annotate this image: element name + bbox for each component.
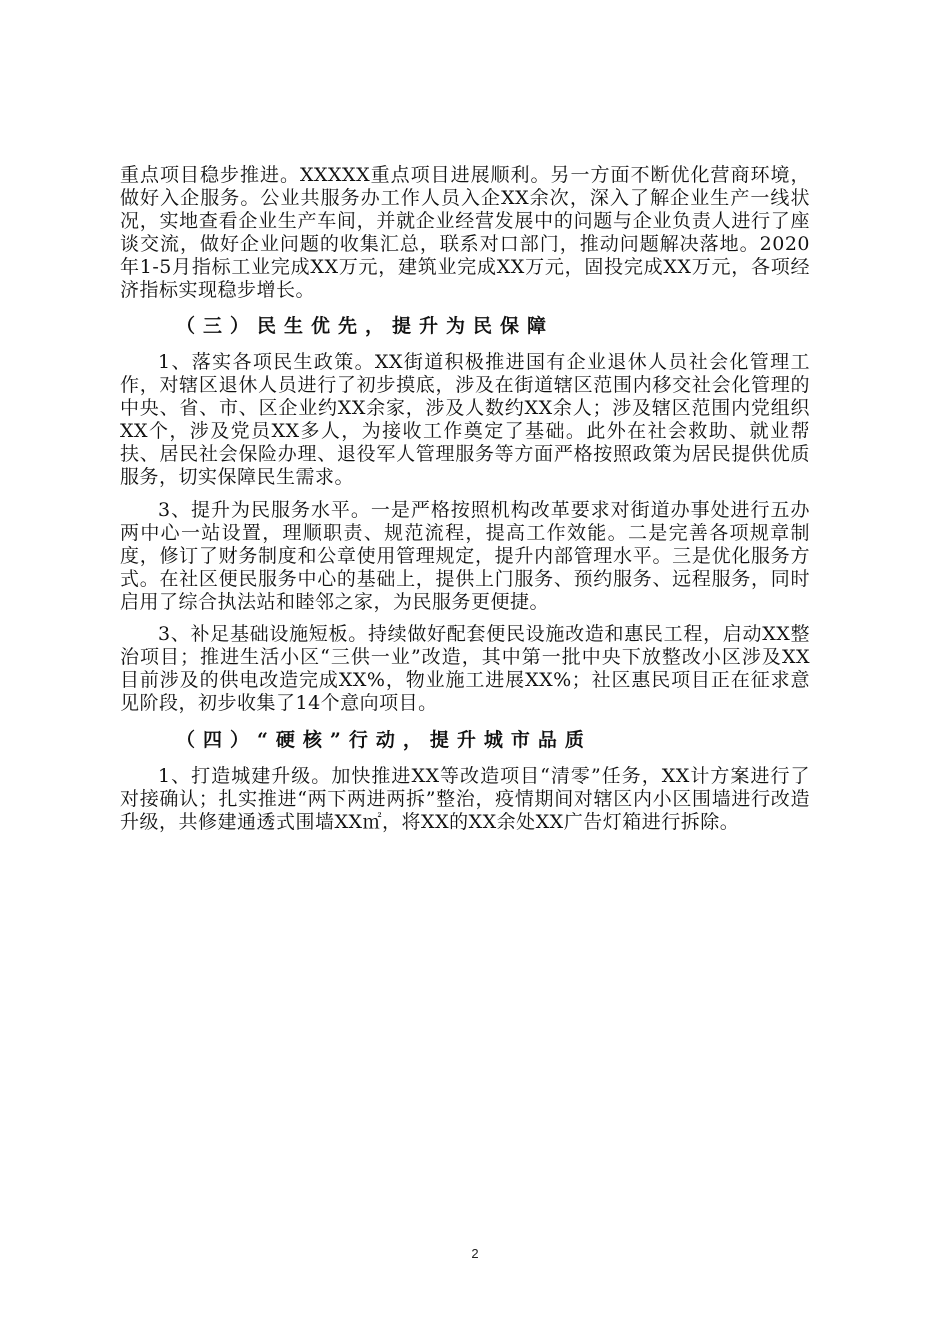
paragraph-infrastructure: 3、补足基础设施短板。持续做好配套便民设施改造和惠民工程，启动XX整治项目；推进生活小区“三供一业”改造，其中第一批中央下放整改小区涉及XX目前涉及的供电改造完成XX%，物业施工进展XX%；社区惠民项目正在征求意见阶段，初步收集了14个意向项目。 — [120, 623, 810, 715]
spacer — [120, 755, 810, 765]
section-heading-city-quality: （四）“硬核”行动，提升城市品质 — [176, 729, 592, 752]
spacer — [120, 341, 810, 351]
paragraph-urban-upgrade: 1、打造城建升级。加快推进XX等改造项目“清零”任务，XX计方案进行了对接确认；扎实推进“两下两进两拆”整治，疫情期间对辖区内小区围墙进行改造升级，共修建通透式围墙XX㎡，将XX的XX余处XX广告灯箱进行拆除。 — [120, 765, 810, 833]
spacer — [120, 489, 810, 499]
spacer — [120, 613, 810, 623]
spacer — [120, 301, 810, 311]
spacer — [120, 715, 810, 725]
section-heading-livelihood: （三）民生优先，提升为民保障 — [176, 315, 555, 338]
paragraph-project-progress: 重点项目稳步推进。XXXXX重点项目进展顺利。另一方面不断优化营商环境，做好入企服务。公业共服务办工作人员入企XX余次，深入了解企业生产一线状况，实地查看企业生产车间，并就企业经营发展中的问题与企业负责人进行了座谈交流，做好企业问题的收集汇总，联系对口部门，推动问题解决落地。2020年1-5月指标工业完成XX万元，建筑业完成XX万元，固投完成XX万元，各项经济指标实现稳步增长。 — [120, 164, 810, 301]
document-body — [120, 164, 810, 834]
paragraph-service-level: 3、提升为民服务水平。一是严格按照机构改革要求对街道办事处进行五办两中心一站设置，理顺职责、规范流程，提高工作效能。二是完善各项规章制度，修订了财务制度和公章使用管理规定，提升内部管理水平。三是优化服务方式。在社区便民服务中心的基础上，提供上门服务、预约服务、远程服务，同时启用了综合执法站和睦邻之家，为民服务更便捷。 — [120, 498, 810, 613]
page-number: 2 — [471, 1246, 479, 1261]
paragraph-livelihood-policy: 1、落实各项民生政策。XX街道积极推进国有企业退休人员社会化管理工作，对辖区退休人员进行了初步摸底，涉及在街道辖区范围内移交社会化管理的中央、省、市、区企业约XX余家，涉及人数约XX余人；涉及辖区范围内党组织XX个，涉及党员XX多人，为接收工作奠定了基础。此外在社会救助、就业帮扶、居民社会保险办理、退役军人管理服务等方面严格按照政策为居民提供优质服务，切实保障民生需求。 — [120, 351, 810, 488]
